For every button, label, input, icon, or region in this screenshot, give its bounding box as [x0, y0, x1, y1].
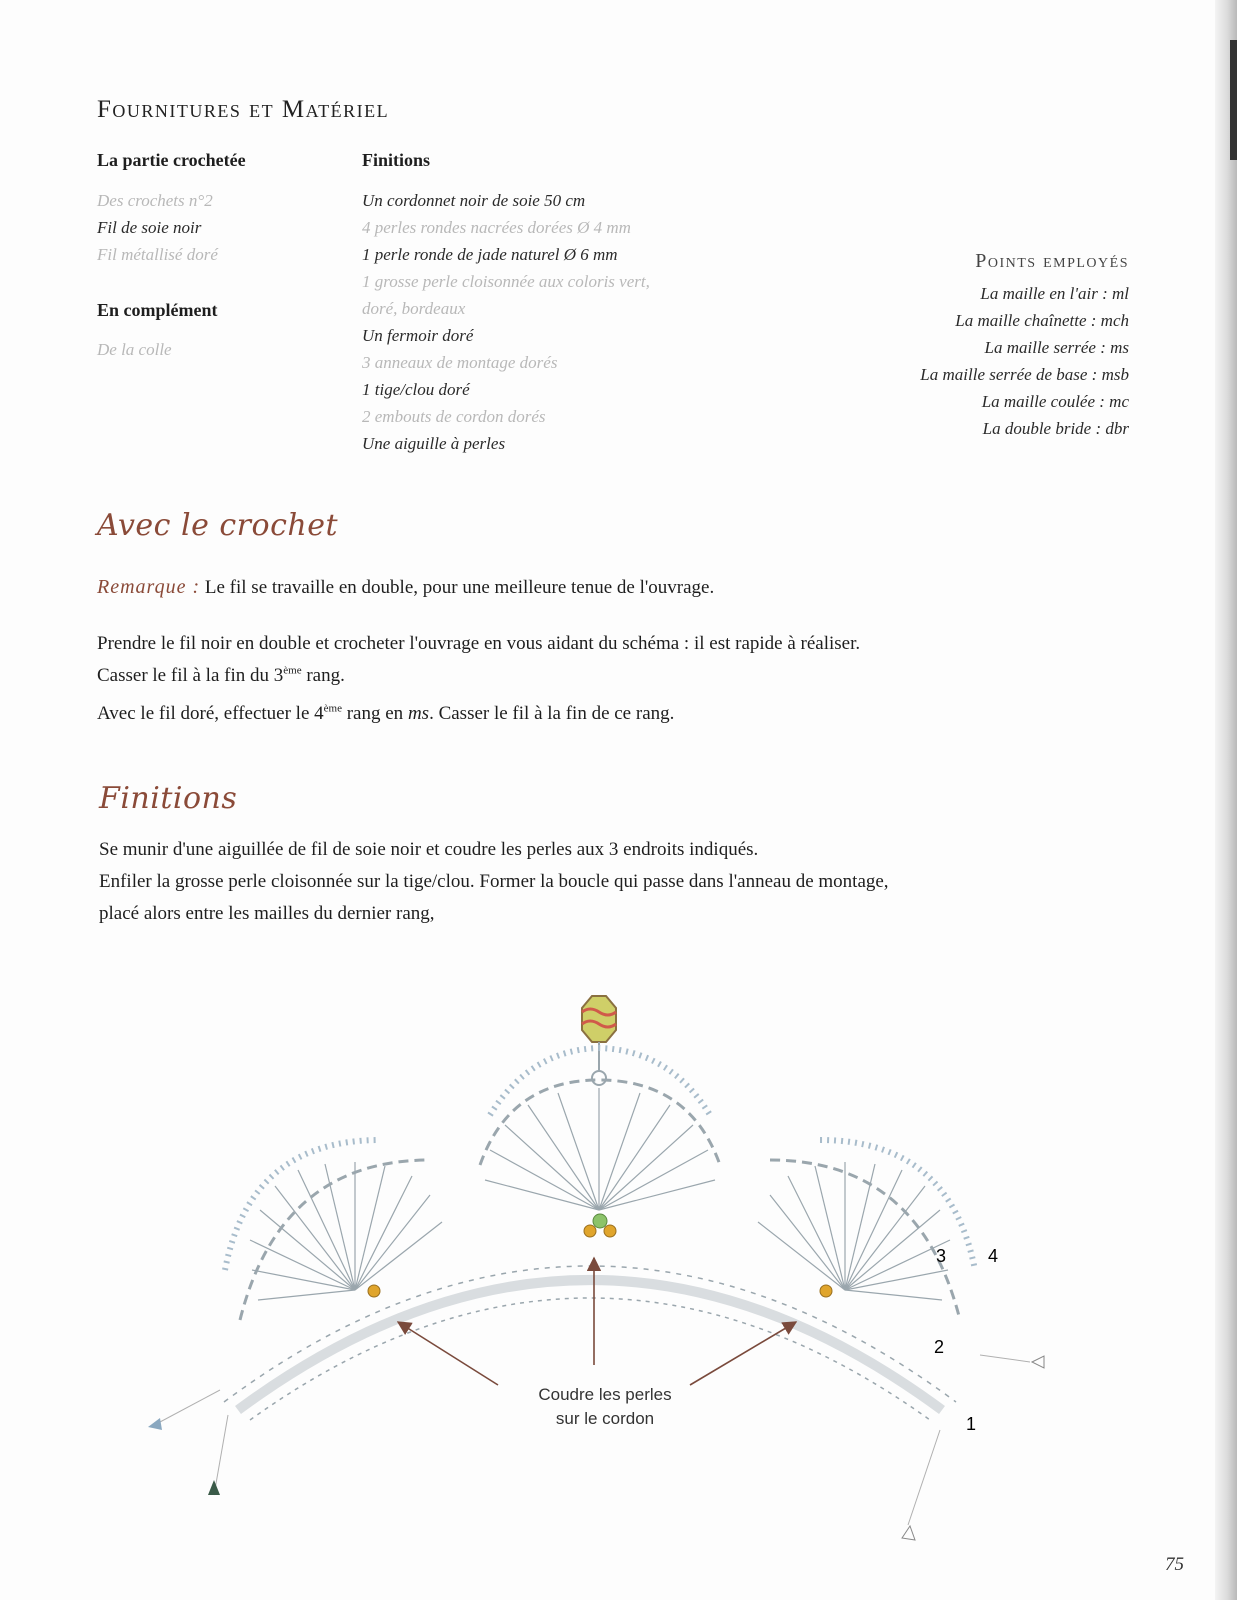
center-beads-icon — [584, 1214, 616, 1237]
list-item: La maille en l'air : ml — [980, 284, 1129, 303]
remark-text: Le fil se travaille en double, pour une meilleure tenue de l'ouvrage. — [200, 577, 715, 598]
list-item: 4 perles rondes nacrées dorées Ø 4 mm — [362, 218, 631, 237]
round-label: 4 — [988, 1246, 999, 1266]
complement-list — [97, 336, 172, 363]
text-span: Casser le fil à la fin du 3 — [97, 665, 284, 686]
center-fan — [480, 1080, 720, 1210]
list-item: 1 grosse perle cloisonnée aux coloris vert, — [362, 272, 650, 291]
list-item: La maille coulée : mc — [981, 392, 1129, 411]
crochet-part-list — [97, 187, 218, 268]
finishing-list — [362, 187, 650, 457]
crochet-part-heading: La partie crochetée — [97, 150, 246, 170]
crochet-diagram — [130, 990, 1090, 1580]
text-span: . Casser le fil à la fin de ce rang. — [429, 703, 675, 724]
cloisonne-bead-icon — [582, 996, 616, 1085]
finishing-line: placé alors entre les mailles du dernier rang, — [99, 903, 435, 924]
list-item: 3 anneaux de montage dorés — [362, 353, 558, 372]
finishing-heading: Finitions — [362, 150, 431, 170]
list-item: Fil de soie noir — [97, 218, 202, 237]
list-item: De la colle — [97, 340, 172, 359]
list-item: Une aiguille à perles — [362, 434, 506, 453]
page-number: 75 — [1165, 1554, 1184, 1575]
list-item: Des crochets n°2 — [97, 191, 213, 210]
caption-line: sur le cordon — [555, 1409, 655, 1428]
stitches-block — [809, 250, 1129, 442]
finishing-line: Se munir d'une aiguillée de fil de soie noir et coudre les perles aux 3 endroits indiqués. — [99, 839, 759, 860]
remark-paragraph — [97, 571, 714, 604]
round-label: 3 — [936, 1246, 947, 1266]
text-span: Avec le fil doré, effectuer le 4 — [97, 703, 324, 724]
finishing-section-heading: Finitions — [99, 781, 238, 816]
superscript: ème — [283, 664, 302, 677]
right-fan — [758, 1160, 960, 1320]
row-4-stitches — [225, 1048, 975, 1270]
list-item: La maille serrée de base : msb — [920, 365, 1129, 384]
instructions-paragraph-1 — [97, 628, 860, 692]
materials-title: Fournitures et Matériel — [97, 96, 390, 123]
round-label: 1 — [966, 1414, 977, 1434]
diagram-caption — [505, 1383, 705, 1431]
instruction-line — [97, 698, 674, 730]
gold-bead-icon — [820, 1285, 832, 1297]
list-item: La double bride : dbr — [982, 419, 1129, 438]
finishing-line: Enfiler la grosse perle cloisonnée sur la tige/clou. Former la boucle qui passe dans l'anneau de montage, — [99, 871, 889, 892]
finishing-paragraph — [99, 834, 889, 930]
list-item: Un fermoir doré — [362, 326, 474, 345]
list-item: doré, bordeaux — [362, 299, 466, 318]
round-label: 2 — [934, 1337, 945, 1357]
page-edge-shadow — [1215, 0, 1237, 1600]
caption-line: Coudre les perles — [538, 1385, 672, 1404]
complement-heading: En complément — [97, 300, 218, 320]
superscript: ème — [323, 702, 342, 715]
instruction-line: Prendre le fil noir en double et crocheter l'ouvrage en vous aidant du schéma : il est rapide à réaliser. — [97, 633, 861, 654]
text-span: rang. — [301, 665, 345, 686]
stitches-list — [809, 280, 1129, 442]
gold-bead-icon — [368, 1285, 380, 1297]
stitches-title: Points employés — [975, 250, 1129, 272]
crochet-section-heading: Avec le crochet — [97, 508, 339, 543]
list-item: 2 embouts de cordon dorés — [362, 407, 546, 426]
left-fan — [240, 1160, 442, 1320]
instructions-paragraph-2 — [97, 698, 674, 730]
list-item: Un cordonnet noir de soie 50 cm — [362, 191, 586, 210]
list-item: Fil métallisé doré — [97, 245, 218, 264]
remark-label: Remarque : — [97, 576, 201, 598]
list-item: La maille chaînette : mch — [955, 311, 1129, 330]
abbreviation: ms — [407, 703, 430, 724]
text-span: rang en — [341, 703, 408, 724]
list-item: 1 perle ronde de jade naturel Ø 6 mm — [362, 245, 618, 264]
list-item: La maille serrée : ms — [984, 338, 1129, 357]
list-item: 1 tige/clou doré — [362, 380, 470, 399]
page-edge-bar — [1230, 40, 1237, 160]
instruction-line — [97, 660, 860, 692]
